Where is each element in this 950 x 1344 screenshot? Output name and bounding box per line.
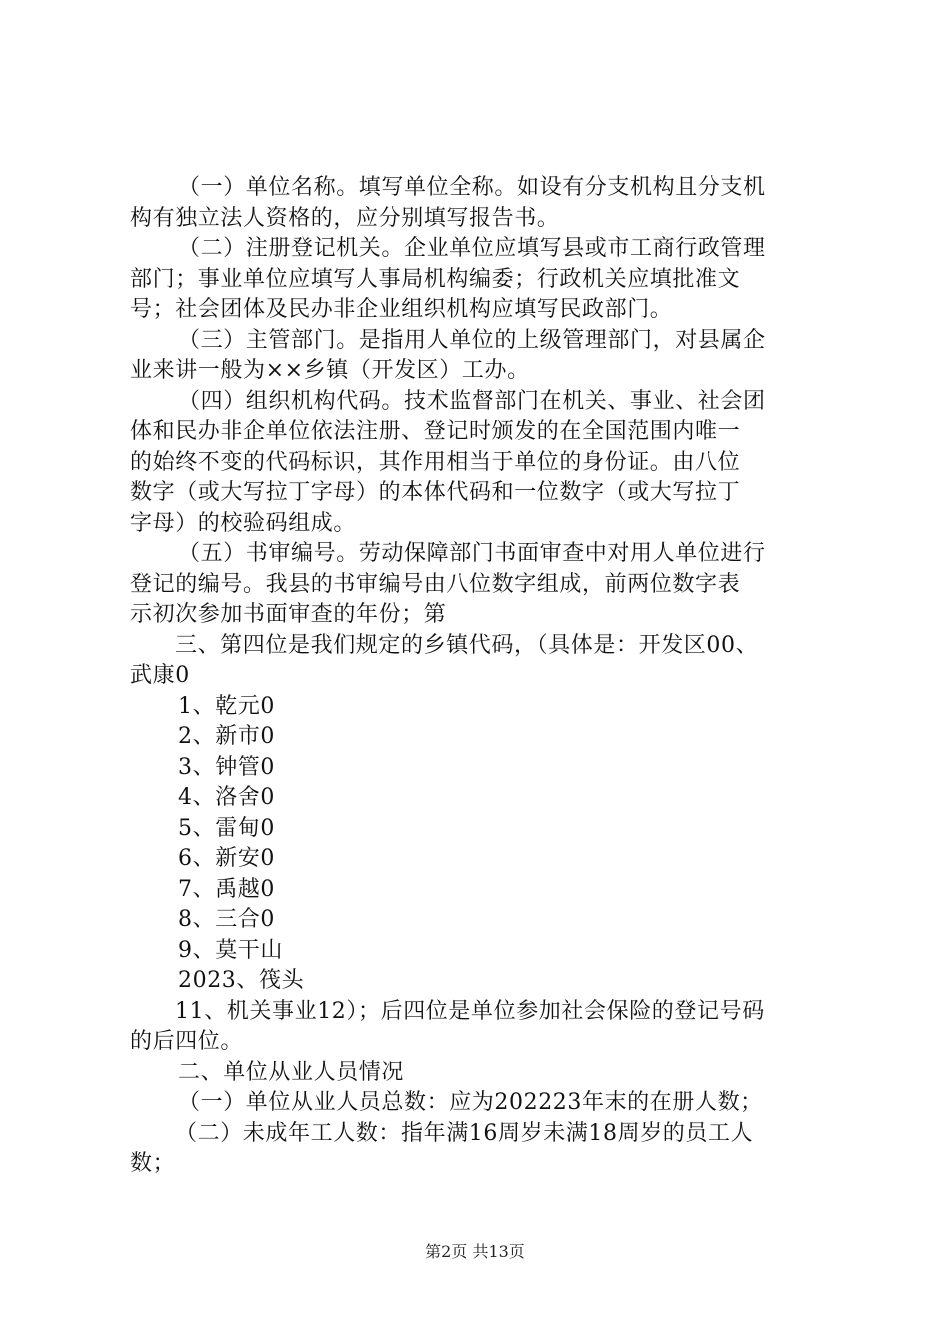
list-item: 4、洛舍0	[178, 785, 275, 810]
paragraph-line: 示初次参加书面审查的年份；第	[130, 602, 447, 627]
paragraph-line: （四）组织机构代码。技术监督部门在机关、事业、社会团	[178, 388, 766, 414]
paragraph-line: 数；	[130, 1151, 176, 1176]
list-item: 2023、筏头	[178, 968, 305, 993]
paragraph-line: （五）书审编号。劳动保障部门书面审查中对用人单位进行	[178, 541, 766, 566]
paragraph-line: 业来讲一般为××乡镇（开发区）工办。	[130, 358, 530, 383]
paragraph-line: 字母）的校验码组成。	[130, 510, 357, 536]
paragraph-line: 数字（或大写拉丁字母）的本体代码和一位数字（或大写拉丁	[130, 480, 741, 505]
paragraph-line: （一）单位名称。填写单位全称。如设有分支机构且分支机	[178, 175, 766, 200]
paragraph-line: （三）主管部门。是指用人单位的上级管理部门，对县属企	[178, 327, 766, 353]
list-item: 2、新市0	[178, 724, 275, 749]
section-heading: 二、单位从业人员情况	[178, 1059, 405, 1085]
list-item: 5、雷甸0	[178, 815, 275, 841]
paragraph-line: 的后四位。	[130, 1029, 244, 1054]
paragraph-line: 的始终不变的代码标识，其作用相当于单位的身份证。由八位	[130, 449, 741, 475]
list-item: 8、三合0	[178, 907, 275, 932]
paragraph-line: 武康0	[130, 663, 190, 688]
list-item: 9、莫干山	[178, 937, 283, 963]
list-item: 6、新安0	[178, 846, 275, 871]
paragraph-line: 号；社会团体及民办非企业组织机构应填写民政部门。	[130, 297, 673, 322]
page-footer: 第2页 共13页	[425, 1242, 525, 1261]
list-item: 3、钟管0	[178, 754, 275, 780]
paragraph-line: 三、第四位是我们规定的乡镇代码，（具体是：开发区00、	[175, 632, 759, 658]
list-item: 1、乾元0	[178, 693, 275, 719]
paragraph-line: 登记的编号。我县的书审编号由八位数字组成，前两位数字表	[130, 571, 741, 597]
paragraph-line: 部门；事业单位应填写人事局机构编委；行政机关应填批准文	[130, 266, 741, 292]
paragraph-line: 体和民办非企单位依法注册、登记时颁发的在全国范围内唯一	[130, 419, 741, 444]
list-item: 7、禹越0	[178, 876, 275, 902]
paragraph-line: 11、机关事业12）；后四位是单位参加社会保险的登记号码	[175, 998, 765, 1024]
paragraph-line: 构有独立法人资格的，应分别填写报告书。	[130, 205, 560, 231]
paragraph-line: （二）未成年工人数：指年满16周岁未满18周岁的员工人	[175, 1120, 754, 1146]
document-body	[130, 173, 840, 1180]
paragraph-line: （二）注册登记机关。企业单位应填写县或市工商行政管理	[178, 236, 766, 261]
paragraph-line: （一）单位从业人员总数：应为202223年末的在册人数；	[178, 1090, 763, 1115]
